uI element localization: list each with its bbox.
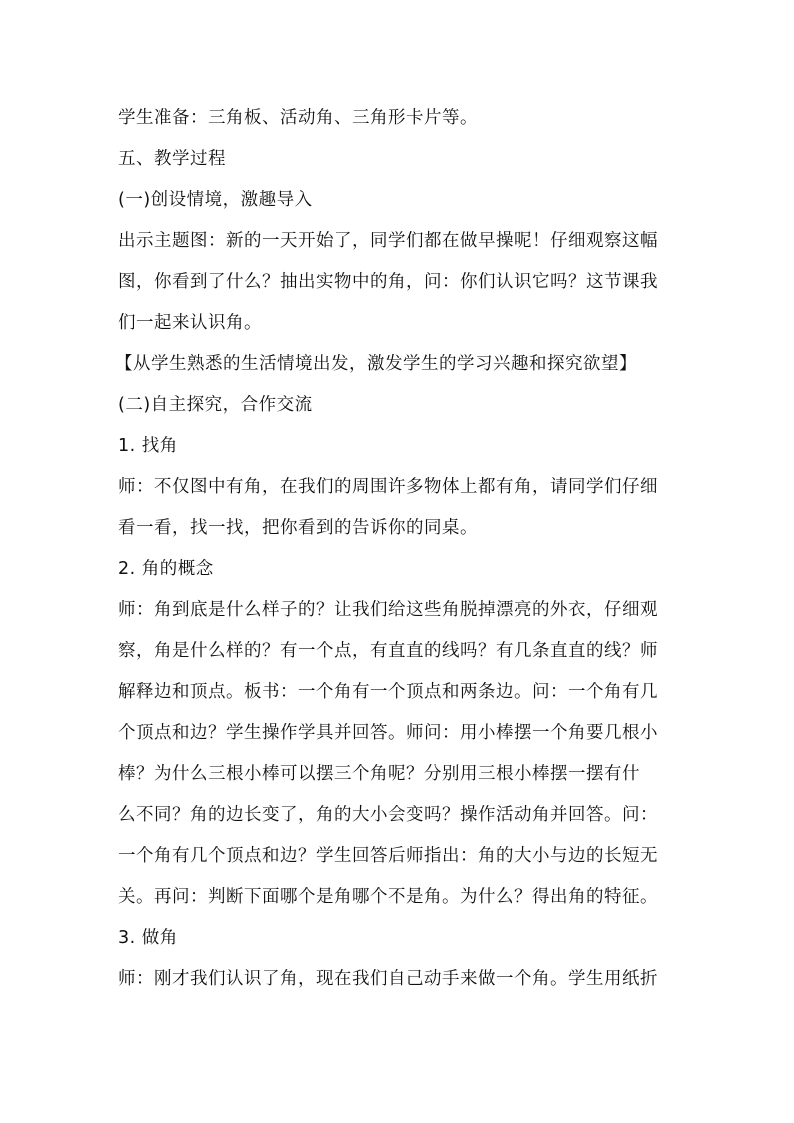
paragraph-line: 看一看，找一找，把你看到的告诉你的同桌。 — [118, 518, 478, 538]
paragraph-line: 师：刚才我们认识了角，现在我们自己动手来做一个角。学生用纸折 — [118, 969, 658, 989]
paragraph-line: 图，你看到了什么？抽出实物中的角，问：你们认识它吗？这节课我 — [118, 272, 658, 292]
paragraph-line: 一个角有几个顶点和边？学生回答后师指出：角的大小与边的长短无 — [118, 846, 658, 866]
paragraph-line: 师：角到底是什么样子的？让我们给这些角脱掉漂亮的外衣，仔细观 — [118, 600, 658, 620]
paragraph-line: 解释边和顶点。板书：一个角有一个顶点和两条边。问：一个角有几 — [118, 682, 658, 702]
paragraph-line: 察，角是什么样的？有一个点，有直直的线吗？有几条直直的线？师 — [118, 641, 658, 661]
paragraph-line: 们一起来认识角。 — [118, 313, 262, 333]
student-materials-line: 学生准备：三角板、活动角、三角形卡片等。 — [118, 108, 478, 128]
item-heading-angle-concept: 2. 角的概念 — [118, 559, 214, 579]
subsection-heading-1: (一)创设情境，激趣导入 — [118, 190, 313, 210]
document-page — [115, 98, 684, 1000]
paragraph-line: 么不同？角的边长变了，角的大小会变吗？操作活动角并回答。问： — [118, 805, 658, 825]
paragraph-line: 关。再问：判断下面哪个是角哪个不是角。为什么？得出角的特征。 — [118, 887, 658, 907]
paragraph-line: 棒？为什么三根小棒可以摆三个角呢？分别用三根小棒摆一摆有什 — [118, 764, 640, 784]
item-heading-find-angle: 1. 找角 — [118, 436, 178, 456]
paragraph-line: 出示主题图：新的一天开始了，同学们都在做早操呢！仔细观察这幅 — [118, 231, 658, 251]
paragraph-line: 师：不仅图中有角，在我们的周围许多物体上都有角，请同学们仔细 — [118, 477, 658, 497]
subsection-heading-2: (二)自主探究，合作交流 — [118, 395, 313, 415]
section-heading-teaching-process: 五、教学过程 — [118, 149, 226, 169]
item-heading-make-angle: 3. 做角 — [118, 928, 178, 948]
teaching-note: 【从学生熟悉的生活情境出发，激发学生的学习兴趣和探究欲望】 — [115, 354, 637, 374]
paragraph-line: 个顶点和边？学生操作学具并回答。师问：用小棒摆一个角要几根小 — [118, 723, 658, 743]
